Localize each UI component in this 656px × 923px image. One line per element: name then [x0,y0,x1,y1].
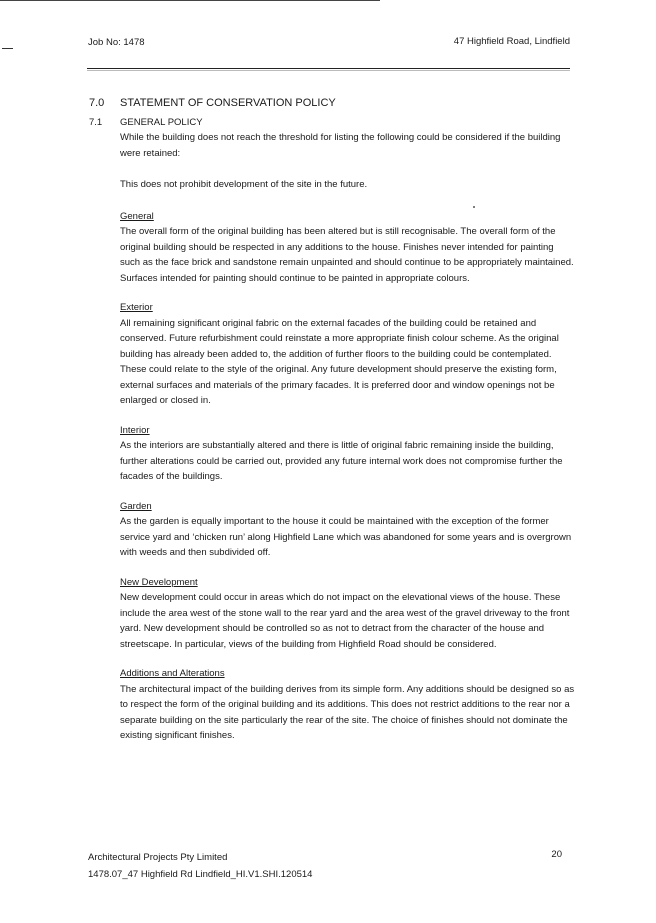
policy-heading-general: General [120,210,154,222]
section-number: 7.0 [89,97,105,109]
margin-mark [2,48,13,49]
subsection-heading [89,117,203,128]
footer-company: Architectural Projects Pty Limited [88,852,228,863]
section-title: STATEMENT OF CONSERVATION POLICY [120,97,336,109]
policy-heading-exterior: Exterior [120,302,153,313]
scan-edge-line [0,0,380,1]
policy-heading-new-development: New Development [120,576,198,588]
policy-heading-additions: Additions and Alterations [120,668,225,679]
header-rule-shadow [87,70,570,71]
policy-body [120,130,575,758]
policy-text-additions: The architectural impact of the building derives from its simple form. Any additions should be designed so as to respect the form of the original building and its additions. This does not restrict additions to the rear nor a separate building on the site particularly the rear of the site. The choice of finishes should not dominate the existing significant finishes. [120,683,575,741]
section-heading [89,97,336,109]
footer [88,849,312,883]
property-address: 47 Highfield Road, Lindfield [453,36,570,47]
subsection-number: 7.1 [89,117,103,128]
policy-text-interior: As the interiors are substantially altered and there is little of original fabric remaining inside the building, further alterations could be carried out, provided any future internal work does not compromise further the facades of the buildings. [120,440,563,482]
policy-text-exterior: All remaining significant original fabric on the external facades of the building could be retained and conserved. Future refurbishment could reinstate a more appropriate finish colour scheme. As the original building has already been added to, the addition of further floors to the building could be contemplated. These could relate to the style of the original. Any future development should preserve the existing form, external surfaces and materials of the primary facades. It is preferred door and window openings not be enlarged or closed in. [120,317,559,406]
page-number: 20 [551,849,562,860]
footer-file-reference: 1478.07_47 Highfield Rd Lindfield_HI.V1.SHI.120514 [88,869,313,880]
policy-text-general: The overall form of the original building has been altered but is still recognisable. The overall form of the original building should be respected in any additions to the house. Finishes never intended for painting such as the face brick and sandstone remain unpainted and should continue to be appropriately maintained. Surfaces intended for painting should continue to be painted in appropriate colours. [120,226,574,284]
policy-text-new-development: New development could occur in areas which do not impact on the elevational views of the house. These include the area west of the stone wall to the rear yard and the area west of the gravel driveway to the front yard. New development should be controlled so as not to detract from the character of the house and streetscape. In particular, views of the building from Highfield Road should be considered. [120,592,570,650]
closing-paragraph: This does not prohibit development of the site in the future. [120,179,368,190]
policy-heading-interior: Interior [120,424,150,436]
job-number: Job No: 1478 [88,37,145,48]
policy-heading-garden: Garden [120,500,152,512]
intro-paragraph: While the building does not reach the threshold for listing the following could be considered if the building were retained: [120,132,561,159]
subsection-title: GENERAL POLICY [120,117,203,128]
policy-text-garden: As the garden is equally important to the house it could be maintained with the exception of the former service yard and ‘chicken run’ along Highfield Lane which was abandoned for some years and is overgrown with weeds and then subdivided off. [120,516,572,558]
header-rule [87,68,570,69]
